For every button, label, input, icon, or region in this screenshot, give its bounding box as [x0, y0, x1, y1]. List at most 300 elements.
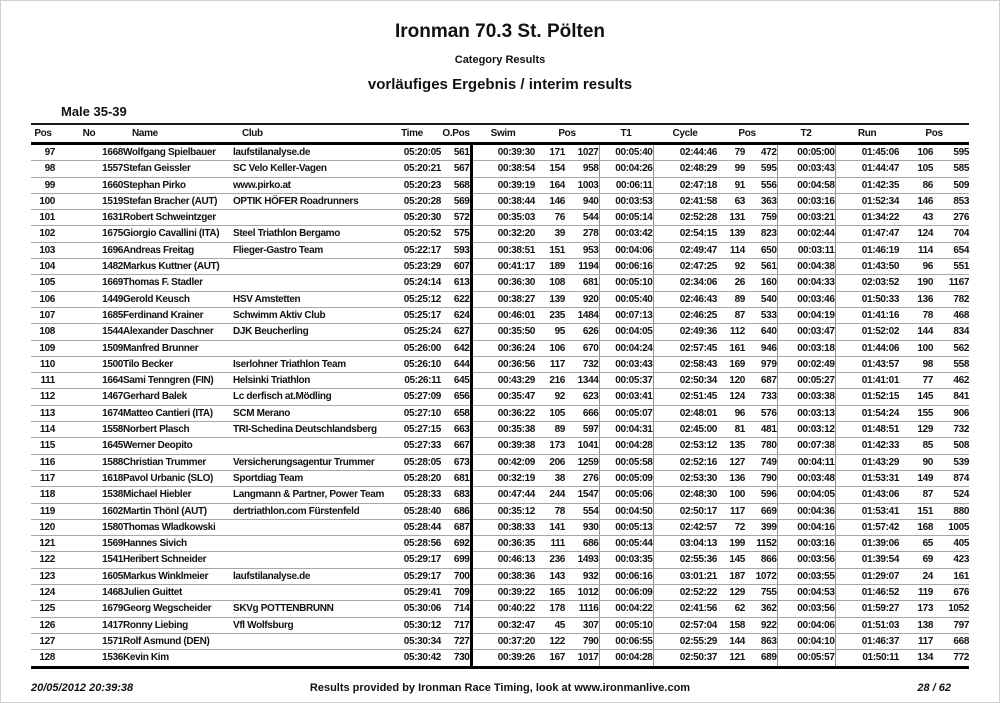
cell-name: Julien Guittet [123, 585, 233, 601]
cell-run_pos_cat: 145 [899, 389, 933, 405]
cell-t2: 00:03:13 [777, 405, 835, 421]
cell-cycle_pos_all: 823 [745, 226, 777, 242]
cell-club: Schwimm Aktiv Club [233, 307, 383, 323]
cell-no: 1580 [55, 519, 123, 535]
cell-club: HSV Amstetten [233, 291, 383, 307]
cell-run: 01:52:34 [835, 193, 899, 209]
cell-run_pos_all: 880 [933, 503, 969, 519]
cell-opos: 642 [441, 340, 471, 356]
cell-swim_pos_cat: 78 [535, 503, 565, 519]
cell-cycle: 02:44:46 [653, 144, 717, 161]
cell-swim_pos_all: 1344 [565, 373, 599, 389]
cell-t2: 00:03:38 [777, 389, 835, 405]
cell-swim_pos_cat: 92 [535, 389, 565, 405]
cell-cycle: 02:46:43 [653, 291, 717, 307]
cell-cycle_pos_all: 1152 [745, 536, 777, 552]
cell-run_pos_cat: 144 [899, 324, 933, 340]
cell-run_pos_cat: 190 [899, 275, 933, 291]
cell-swim: 00:32:19 [471, 470, 535, 486]
cell-run_pos_all: 797 [933, 617, 969, 633]
cell-run_pos_cat: 146 [899, 193, 933, 209]
cell-time: 05:26:10 [383, 356, 441, 372]
cell-swim_pos_all: 940 [565, 193, 599, 209]
cell-cycle_pos_cat: 139 [717, 226, 745, 242]
cell-club: Flieger-Gastro Team [233, 242, 383, 258]
cell-pos: 123 [31, 568, 55, 584]
cell-run_pos_all: 676 [933, 585, 969, 601]
cell-time: 05:25:24 [383, 324, 441, 340]
cell-t2: 00:03:55 [777, 568, 835, 584]
cell-name: Tilo Becker [123, 356, 233, 372]
cell-run_pos_all: 405 [933, 536, 969, 552]
cell-t2: 00:03:56 [777, 601, 835, 617]
cell-run_pos_cat: 43 [899, 210, 933, 226]
cell-pos: 120 [31, 519, 55, 535]
column-header-name: Name [123, 124, 233, 144]
cell-name: Markus Winklmeier [123, 568, 233, 584]
cell-pos: 106 [31, 291, 55, 307]
table-row [31, 487, 969, 503]
cell-cycle: 02:53:30 [653, 470, 717, 486]
cell-t2: 00:03:47 [777, 324, 835, 340]
cell-swim_pos_cat: 139 [535, 291, 565, 307]
cell-swim_pos_cat: 178 [535, 601, 565, 617]
interim-results-label: vorläufiges Ergebnis / interim results [367, 76, 633, 93]
cell-no: 1602 [55, 503, 123, 519]
table-row [31, 568, 969, 584]
cell-no: 1605 [55, 568, 123, 584]
cell-run: 01:43:06 [835, 487, 899, 503]
cell-t2: 00:05:00 [777, 144, 835, 161]
cell-cycle: 02:50:37 [653, 650, 717, 667]
cell-t2: 00:05:57 [777, 650, 835, 667]
cell-t1: 00:06:55 [599, 633, 653, 649]
cell-name: Georg Wegscheider [123, 601, 233, 617]
cell-opos: 727 [441, 633, 471, 649]
cell-cycle_pos_cat: 117 [717, 503, 745, 519]
cell-run_pos_cat: 151 [899, 503, 933, 519]
table-row [31, 144, 969, 161]
cell-opos: 681 [441, 470, 471, 486]
cell-name: Wolfgang Spielbauer [123, 144, 233, 161]
cell-name: Manfred Brunner [123, 340, 233, 356]
table-row [31, 519, 969, 535]
cell-run_pos_all: 562 [933, 340, 969, 356]
cell-pos: 111 [31, 373, 55, 389]
cell-swim_pos_cat: 143 [535, 568, 565, 584]
cell-t2: 00:03:43 [777, 161, 835, 177]
cell-swim_pos_all: 920 [565, 291, 599, 307]
cell-t1: 00:05:10 [599, 617, 653, 633]
cell-no: 1449 [55, 291, 123, 307]
cell-t1: 00:05:44 [599, 536, 653, 552]
cell-no: 1417 [55, 617, 123, 633]
cell-swim_pos_cat: 235 [535, 307, 565, 323]
cell-swim: 00:40:22 [471, 601, 535, 617]
cell-cycle_pos_all: 749 [745, 454, 777, 470]
cell-opos: 622 [441, 291, 471, 307]
cell-cycle_pos_cat: 62 [717, 601, 745, 617]
cell-run_pos_all: 539 [933, 454, 969, 470]
cell-name: Thomas Wladkowski [123, 519, 233, 535]
cell-cycle_pos_all: 780 [745, 438, 777, 454]
cell-name: Sami Tenngren (FIN) [123, 373, 233, 389]
cell-swim: 00:36:35 [471, 536, 535, 552]
cell-run: 01:45:06 [835, 144, 899, 161]
cell-run: 01:39:54 [835, 552, 899, 568]
cell-no: 1538 [55, 487, 123, 503]
cell-no: 1675 [55, 226, 123, 242]
cell-swim: 00:35:03 [471, 210, 535, 226]
cell-swim_pos_cat: 189 [535, 259, 565, 275]
cell-run_pos_all: 161 [933, 568, 969, 584]
cell-swim: 00:38:27 [471, 291, 535, 307]
cell-no: 1557 [55, 161, 123, 177]
cell-club [233, 519, 383, 535]
cell-no: 1685 [55, 307, 123, 323]
cell-opos: 686 [441, 503, 471, 519]
cell-name: Pavol Urbanic (SLO) [123, 470, 233, 486]
cell-run: 01:44:06 [835, 340, 899, 356]
cell-swim_pos_all: 276 [565, 470, 599, 486]
cell-cycle_pos_cat: 124 [717, 389, 745, 405]
cell-t2: 00:03:46 [777, 291, 835, 307]
table-row [31, 585, 969, 601]
cell-run: 01:51:03 [835, 617, 899, 633]
cell-opos: 699 [441, 552, 471, 568]
cell-pos: 126 [31, 617, 55, 633]
cell-time: 05:30:12 [383, 617, 441, 633]
column-header-club: Club [233, 124, 383, 144]
cell-club: TRI-Schedina Deutschlandsberg [233, 422, 383, 438]
cell-opos: 607 [441, 259, 471, 275]
cell-swim_pos_cat: 216 [535, 373, 565, 389]
cell-t1: 00:04:22 [599, 601, 653, 617]
cell-swim_pos_cat: 146 [535, 193, 565, 209]
cell-run_pos_cat: 155 [899, 405, 933, 421]
cell-swim_pos_all: 1027 [565, 144, 599, 161]
cell-run: 01:42:35 [835, 177, 899, 193]
cell-swim_pos_all: 930 [565, 519, 599, 535]
cell-time: 05:28:20 [383, 470, 441, 486]
cell-opos: 561 [441, 144, 471, 161]
cell-swim_pos_cat: 167 [535, 650, 565, 667]
table-row [31, 552, 969, 568]
cell-cycle_pos_all: 687 [745, 373, 777, 389]
cell-name: Kevin Kim [123, 650, 233, 667]
cell-time: 05:25:17 [383, 307, 441, 323]
cell-cycle_pos_all: 595 [745, 161, 777, 177]
cell-opos: 656 [441, 389, 471, 405]
cell-run: 01:43:50 [835, 259, 899, 275]
cell-cycle_pos_cat: 114 [717, 242, 745, 258]
cell-club: DJK Beucherling [233, 324, 383, 340]
cell-no: 1541 [55, 552, 123, 568]
cell-cycle: 02:52:28 [653, 210, 717, 226]
cell-swim: 00:35:50 [471, 324, 535, 340]
cell-opos: 667 [441, 438, 471, 454]
cell-run_pos_all: 668 [933, 633, 969, 649]
cell-run_pos_all: 462 [933, 373, 969, 389]
cell-swim: 00:46:13 [471, 552, 535, 568]
table-row [31, 536, 969, 552]
cell-swim_pos_cat: 141 [535, 519, 565, 535]
table-row [31, 291, 969, 307]
cell-time: 05:26:11 [383, 373, 441, 389]
cell-pos: 114 [31, 422, 55, 438]
cell-no: 1696 [55, 242, 123, 258]
cell-cycle_pos_cat: 26 [717, 275, 745, 291]
cell-t1: 00:03:43 [599, 356, 653, 372]
cell-swim: 00:36:24 [471, 340, 535, 356]
cell-cycle_pos_cat: 112 [717, 324, 745, 340]
cell-club: OPTIK HÖFER Roadrunners [233, 193, 383, 209]
cell-run_pos_all: 509 [933, 177, 969, 193]
cell-run_pos_all: 772 [933, 650, 969, 667]
cell-cycle: 02:45:00 [653, 422, 717, 438]
cell-no: 1536 [55, 650, 123, 667]
cell-time: 05:20:21 [383, 161, 441, 177]
cell-run_pos_all: 874 [933, 470, 969, 486]
cell-cycle: 02:51:45 [653, 389, 717, 405]
cell-t2: 00:04:53 [777, 585, 835, 601]
cell-swim_pos_all: 953 [565, 242, 599, 258]
cell-run_pos_cat: 100 [899, 340, 933, 356]
cell-club [233, 259, 383, 275]
cell-t2: 00:03:56 [777, 552, 835, 568]
cell-swim_pos_cat: 38 [535, 470, 565, 486]
cell-time: 05:29:17 [383, 552, 441, 568]
cell-swim: 00:39:19 [471, 177, 535, 193]
cell-opos: 714 [441, 601, 471, 617]
cell-run_pos_cat: 78 [899, 307, 933, 323]
table-row [31, 617, 969, 633]
cell-pos: 117 [31, 470, 55, 486]
cell-cycle_pos_cat: 129 [717, 585, 745, 601]
cell-cycle: 02:41:58 [653, 193, 717, 209]
cell-cycle_pos_cat: 79 [717, 144, 745, 161]
cell-opos: 567 [441, 161, 471, 177]
cell-club [233, 585, 383, 601]
cell-name: Martin Thönl (AUT) [123, 503, 233, 519]
column-header-swim: Swim [471, 124, 535, 144]
cell-t1: 00:05:06 [599, 487, 653, 503]
table-row [31, 601, 969, 617]
cell-no: 1500 [55, 356, 123, 372]
cell-club [233, 210, 383, 226]
cell-swim_pos_all: 681 [565, 275, 599, 291]
cell-swim: 00:36:56 [471, 356, 535, 372]
cell-run: 01:46:52 [835, 585, 899, 601]
cell-no: 1664 [55, 373, 123, 389]
table-row [31, 470, 969, 486]
cell-swim_pos_cat: 105 [535, 405, 565, 421]
cell-swim: 00:37:20 [471, 633, 535, 649]
cell-opos: 593 [441, 242, 471, 258]
cell-time: 05:25:12 [383, 291, 441, 307]
cell-cycle_pos_all: 1072 [745, 568, 777, 584]
cell-time: 05:28:33 [383, 487, 441, 503]
cell-cycle_pos_all: 576 [745, 405, 777, 421]
column-header-run-pos: Pos [899, 124, 969, 144]
cell-cycle: 02:54:15 [653, 226, 717, 242]
cell-time: 05:20:30 [383, 210, 441, 226]
cell-t2: 00:03:18 [777, 340, 835, 356]
cell-swim: 00:38:33 [471, 519, 535, 535]
cell-swim_pos_all: 278 [565, 226, 599, 242]
cell-t1: 00:04:28 [599, 650, 653, 667]
cell-swim_pos_all: 1116 [565, 601, 599, 617]
cell-pos: 99 [31, 177, 55, 193]
cell-swim_pos_all: 554 [565, 503, 599, 519]
cell-swim_pos_all: 307 [565, 617, 599, 633]
cell-cycle: 03:04:13 [653, 536, 717, 552]
cell-cycle: 02:48:29 [653, 161, 717, 177]
document-header [1, 21, 999, 93]
cell-swim_pos_all: 1017 [565, 650, 599, 667]
cell-cycle_pos_cat: 72 [717, 519, 745, 535]
cell-pos: 118 [31, 487, 55, 503]
table-row [31, 633, 969, 649]
cell-swim: 00:39:38 [471, 438, 535, 454]
cell-no: 1588 [55, 454, 123, 470]
cell-opos: 717 [441, 617, 471, 633]
cell-swim_pos_all: 1259 [565, 454, 599, 470]
cell-run: 01:43:29 [835, 454, 899, 470]
page-title: Ironman 70.3 St. Pölten [394, 21, 606, 42]
cell-run_pos_cat: 138 [899, 617, 933, 633]
cell-swim: 00:42:09 [471, 454, 535, 470]
cell-swim_pos_cat: 108 [535, 275, 565, 291]
cell-pos: 115 [31, 438, 55, 454]
cell-club: Iserlohner Triathlon Team [233, 356, 383, 372]
cell-run_pos_all: 853 [933, 193, 969, 209]
cell-t1: 00:06:11 [599, 177, 653, 193]
category-results-label: Category Results [454, 54, 546, 66]
cell-opos: 569 [441, 193, 471, 209]
cell-cycle_pos_cat: 144 [717, 633, 745, 649]
cell-time: 05:20:28 [383, 193, 441, 209]
cell-club [233, 650, 383, 667]
table-row [31, 454, 969, 470]
cell-run: 02:03:52 [835, 275, 899, 291]
table-row [31, 324, 969, 340]
cell-cycle_pos_cat: 87 [717, 307, 745, 323]
cell-pos: 127 [31, 633, 55, 649]
cell-swim_pos_all: 790 [565, 633, 599, 649]
cell-run_pos_all: 276 [933, 210, 969, 226]
cell-swim: 00:39:26 [471, 650, 535, 667]
cell-swim: 00:47:44 [471, 487, 535, 503]
cell-time: 05:29:41 [383, 585, 441, 601]
cell-t2: 00:04:05 [777, 487, 835, 503]
cell-cycle_pos_all: 160 [745, 275, 777, 291]
cell-name: Ferdinand Krainer [123, 307, 233, 323]
cell-opos: 658 [441, 405, 471, 421]
table-row [31, 340, 969, 356]
cell-time: 05:20:05 [383, 144, 441, 161]
table-row [31, 389, 969, 405]
cell-run_pos_cat: 124 [899, 226, 933, 242]
cell-t1: 00:05:58 [599, 454, 653, 470]
cell-name: Gerold Keusch [123, 291, 233, 307]
cell-cycle_pos_cat: 131 [717, 210, 745, 226]
cell-swim: 00:39:30 [471, 144, 535, 161]
cell-opos: 613 [441, 275, 471, 291]
cell-swim_pos_cat: 244 [535, 487, 565, 503]
cell-t2: 00:04:16 [777, 519, 835, 535]
cell-opos: 644 [441, 356, 471, 372]
cell-cycle_pos_cat: 81 [717, 422, 745, 438]
cell-swim: 00:35:38 [471, 422, 535, 438]
cell-swim_pos_cat: 164 [535, 177, 565, 193]
cell-cycle: 02:55:29 [653, 633, 717, 649]
cell-t1: 00:03:42 [599, 226, 653, 242]
cell-run_pos_cat: 96 [899, 259, 933, 275]
cell-t1: 00:04:28 [599, 438, 653, 454]
cell-swim: 00:35:47 [471, 389, 535, 405]
cell-run_pos_cat: 77 [899, 373, 933, 389]
cell-pos: 103 [31, 242, 55, 258]
cell-cycle_pos_all: 689 [745, 650, 777, 667]
table-row [31, 307, 969, 323]
cell-cycle_pos_cat: 99 [717, 161, 745, 177]
cell-run_pos_cat: 173 [899, 601, 933, 617]
cell-swim_pos_all: 544 [565, 210, 599, 226]
cell-run_pos_cat: 134 [899, 650, 933, 667]
cell-cycle_pos_all: 922 [745, 617, 777, 633]
cell-cycle_pos_all: 363 [745, 193, 777, 209]
cell-opos: 709 [441, 585, 471, 601]
cell-run: 01:50:11 [835, 650, 899, 667]
cell-cycle_pos_cat: 145 [717, 552, 745, 568]
column-header-no: No [55, 124, 123, 144]
cell-t2: 00:04:19 [777, 307, 835, 323]
cell-cycle_pos_all: 533 [745, 307, 777, 323]
cell-swim: 00:38:54 [471, 161, 535, 177]
cell-cycle_pos_cat: 89 [717, 291, 745, 307]
cell-run_pos_all: 423 [933, 552, 969, 568]
cell-no: 1569 [55, 536, 123, 552]
cell-run_pos_cat: 69 [899, 552, 933, 568]
cell-name: Michael Hiebler [123, 487, 233, 503]
cell-time: 05:27:15 [383, 422, 441, 438]
cell-pos: 101 [31, 210, 55, 226]
cell-no: 1482 [55, 259, 123, 275]
cell-cycle_pos_cat: 136 [717, 470, 745, 486]
cell-cycle: 02:57:45 [653, 340, 717, 356]
cell-swim_pos_cat: 95 [535, 324, 565, 340]
cell-cycle_pos_all: 540 [745, 291, 777, 307]
cell-cycle: 02:52:16 [653, 454, 717, 470]
cell-swim_pos_all: 1194 [565, 259, 599, 275]
cell-no: 1668 [55, 144, 123, 161]
cell-t2: 00:04:06 [777, 617, 835, 633]
cell-swim_pos_all: 597 [565, 422, 599, 438]
cell-swim: 00:39:22 [471, 585, 535, 601]
cell-run_pos_all: 732 [933, 422, 969, 438]
cell-cycle_pos_cat: 199 [717, 536, 745, 552]
cell-cycle_pos_cat: 187 [717, 568, 745, 584]
cell-club [233, 438, 383, 454]
cell-time: 05:23:29 [383, 259, 441, 275]
cell-cycle_pos_all: 472 [745, 144, 777, 161]
cell-t2: 00:04:10 [777, 633, 835, 649]
cell-pos: 102 [31, 226, 55, 242]
cell-t1: 00:07:13 [599, 307, 653, 323]
table-row [31, 356, 969, 372]
cell-cycle_pos_all: 596 [745, 487, 777, 503]
